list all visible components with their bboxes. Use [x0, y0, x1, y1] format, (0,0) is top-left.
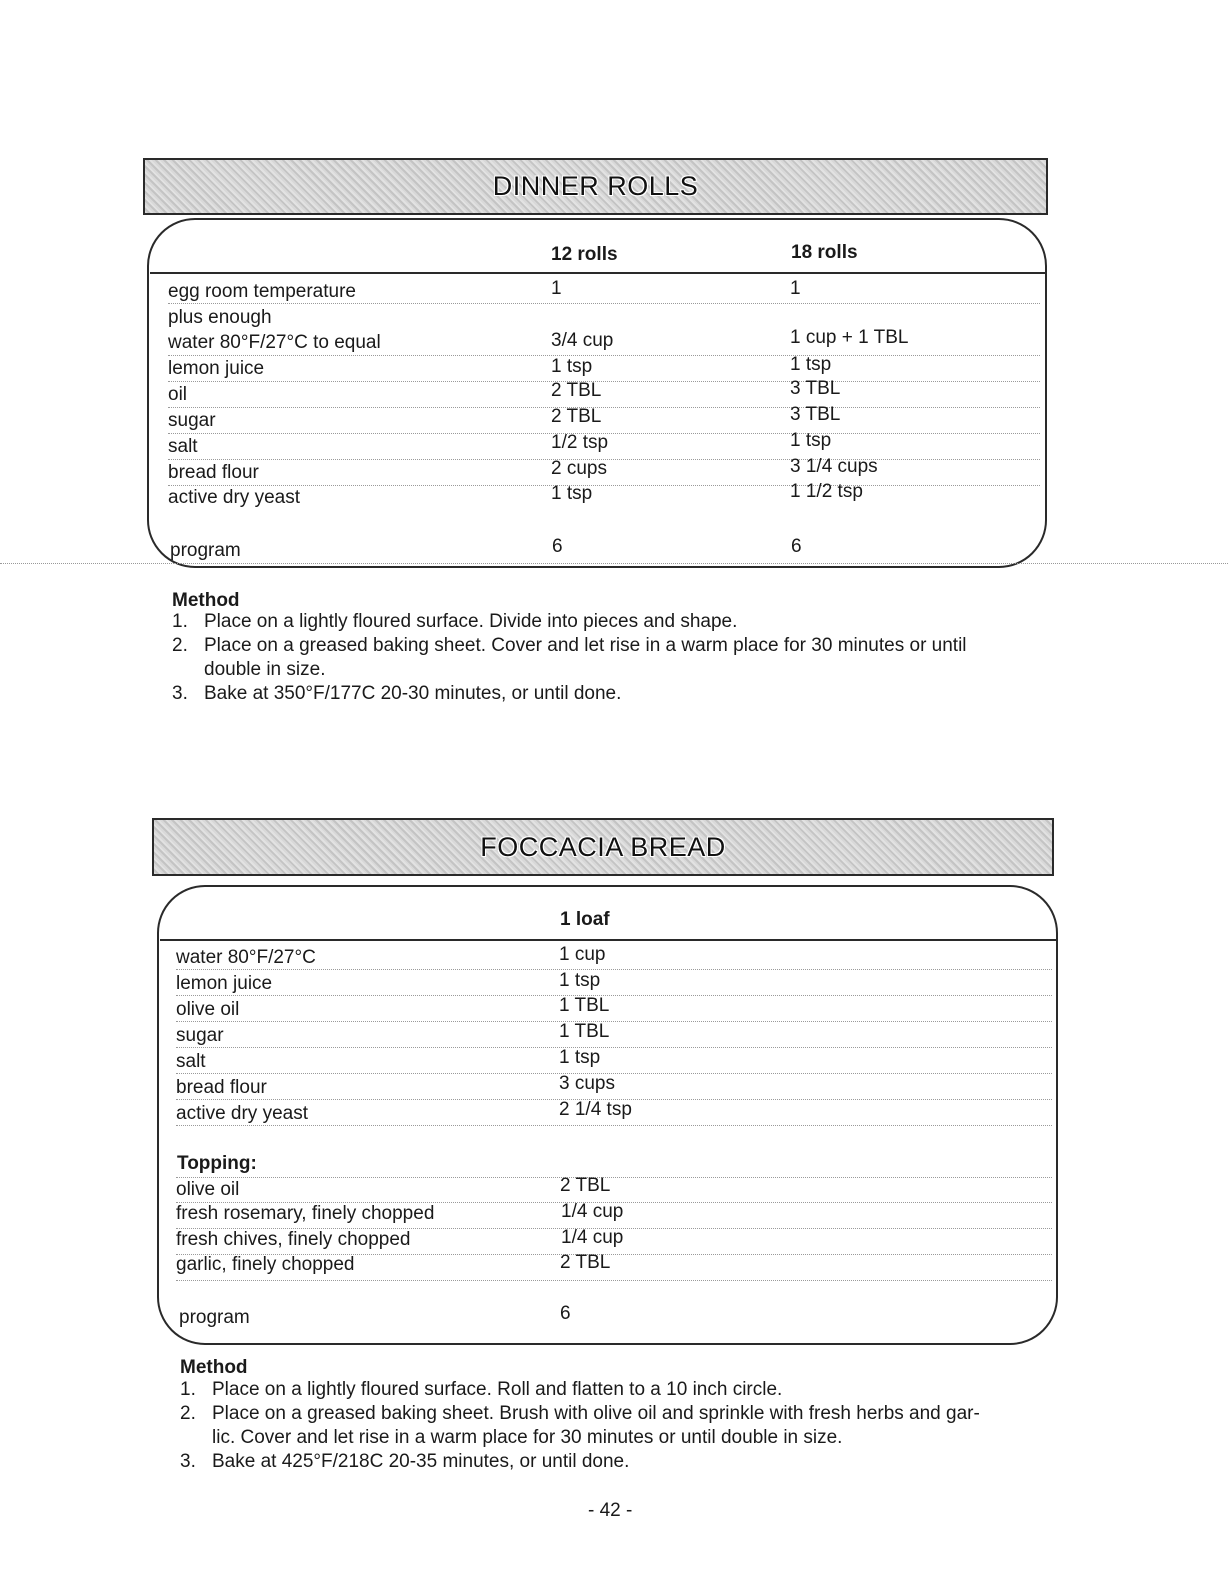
topping-label: olive oil [176, 1179, 240, 1200]
table-row [168, 278, 1040, 304]
step-number: 3. [180, 1451, 196, 1472]
step-text-continued: double in size. [204, 659, 326, 680]
column-header-18-rolls: 18 rolls [791, 242, 858, 263]
table-row [168, 404, 1040, 434]
table-row [176, 1022, 1052, 1048]
amount-18: 1 tsp [790, 354, 832, 375]
foccacia-header-separator [160, 939, 1056, 941]
table-row [176, 1074, 1052, 1100]
table-row [168, 305, 1040, 330]
dinner-method-step [172, 634, 1072, 682]
table-row [176, 1100, 1052, 1126]
step-number: 2. [180, 1403, 196, 1424]
column-header-1-loaf: 1 loaf [560, 909, 610, 930]
table-row [168, 356, 1040, 382]
topping-amount: 2 TBL [560, 1252, 611, 1273]
foccacia-method-step [180, 1450, 1080, 1474]
topping-label: fresh rosemary, finely chopped [176, 1203, 435, 1224]
foccacia-title: FOCCACIA BREAD [480, 831, 726, 862]
page-rule [0, 563, 1228, 564]
dinner-method-step [172, 682, 1072, 706]
topping-amount: 2 TBL [560, 1175, 611, 1196]
amount-1-loaf: 1 TBL [559, 995, 610, 1016]
ingredient-label: active dry yeast [176, 1103, 308, 1124]
foccacia-banner [152, 818, 1054, 876]
program-12: 6 [552, 536, 563, 557]
program-1-loaf: 6 [560, 1303, 571, 1324]
step-text: Place on a greased baking sheet. Cover and let rise in a warm place for 30 minutes or until [204, 635, 967, 656]
program-label: program [179, 1307, 250, 1328]
amount-18: 1 1/2 tsp [790, 481, 863, 502]
amount-18: 3 TBL [790, 378, 841, 399]
amount-1-loaf: 2 1/4 tsp [559, 1099, 632, 1120]
amount-12: 1 tsp [551, 483, 593, 504]
table-row [168, 378, 1040, 408]
step-text: Bake at 350°F/177C 20-30 minutes, or until done. [204, 683, 622, 704]
page-number: - 42 - [588, 1500, 633, 1521]
step-number: 1. [180, 1379, 196, 1400]
ingredient-label: bread flour [168, 462, 259, 483]
dinner-method-title: Method [172, 590, 240, 611]
amount-12: 1/2 tsp [551, 432, 609, 453]
amount-1-loaf: 1 tsp [559, 1047, 601, 1068]
ingredient-label: water 80°F/27°C [176, 947, 316, 968]
step-number: 3. [172, 683, 188, 704]
amount-18: 1 [790, 278, 801, 299]
topping-title: Topping: [177, 1153, 257, 1174]
amount-18: 3 1/4 cups [790, 456, 878, 477]
ingredient-label: lemon juice [176, 973, 273, 994]
step-text: Place on a lightly floured surface. Divide into pieces and shape. [204, 611, 738, 632]
dinner-rolls-title: DINNER ROLLS [492, 171, 699, 201]
step-number: 1. [172, 611, 188, 632]
amount-12: 2 TBL [551, 406, 602, 427]
topping-amount: 1/4 cup [561, 1227, 624, 1248]
foccacia-method-step [180, 1378, 1080, 1402]
table-row [176, 1177, 1052, 1203]
foccacia-ingredient-table [176, 944, 1052, 1334]
ingredient-label: salt [168, 436, 198, 457]
topping-heading-row [176, 1152, 1052, 1178]
ingredient-label: water 80°F/27°C to equal [168, 332, 381, 353]
table-row [176, 970, 1052, 996]
step-number: 2. [172, 635, 188, 656]
table-row [176, 1252, 1052, 1281]
table-row [168, 430, 1040, 460]
program-row [176, 1304, 1052, 1329]
amount-12: 1 [551, 278, 562, 299]
table-row [176, 996, 1052, 1022]
step-text: Place on a lightly floured surface. Roll and flatten to a 10 inch circle. [212, 1379, 783, 1400]
ingredient-label: oil [168, 384, 188, 405]
ingredient-label: sugar [168, 410, 216, 431]
topping-label: garlic, finely chopped [176, 1254, 355, 1275]
ingredient-label: lemon juice [168, 358, 265, 379]
program-row [168, 536, 1040, 561]
table-row [168, 456, 1040, 486]
table-row [168, 327, 1040, 356]
step-text: Place on a greased baking sheet. Brush with olive oil and sprinkle with fresh herbs and gar- [212, 1403, 980, 1424]
table-row [176, 1203, 1052, 1229]
ingredient-label: active dry yeast [168, 487, 300, 508]
topping-amount: 1/4 cup [561, 1201, 624, 1222]
column-header-12-rolls: 12 rolls [551, 244, 618, 265]
step-text-continued: lic. Cover and let rise in a warm place for 30 minutes or until double in size. [212, 1427, 843, 1448]
ingredient-label: plus enough [168, 307, 272, 328]
foccacia-method-title: Method [180, 1357, 248, 1378]
table-row [168, 481, 1040, 511]
ingredient-label: salt [176, 1051, 206, 1072]
amount-18: 3 TBL [790, 404, 841, 425]
amount-1-loaf: 3 cups [559, 1073, 615, 1094]
ingredient-label: sugar [176, 1025, 224, 1046]
table-row [176, 944, 1052, 970]
ingredient-label: egg room temperature [168, 281, 356, 302]
amount-18: 1 tsp [790, 430, 832, 451]
dinner-header-separator [150, 272, 1045, 274]
table-row [176, 1048, 1052, 1074]
dinner-ingredient-table [168, 278, 1040, 561]
amount-12: 3/4 cup [551, 330, 614, 351]
dinner-method-step [172, 610, 1072, 634]
amount-1-loaf: 1 tsp [559, 970, 601, 991]
step-text: Bake at 425°F/218C 20-35 minutes, or until done. [212, 1451, 630, 1472]
amount-1-loaf: 1 cup [559, 944, 606, 965]
topping-label: fresh chives, finely chopped [176, 1229, 411, 1250]
amount-18: 1 cup + 1 TBL [790, 327, 909, 348]
table-row [176, 1229, 1052, 1255]
program-18: 6 [791, 536, 802, 557]
foccacia-method-step [180, 1402, 1080, 1450]
amount-12: 2 cups [551, 458, 607, 479]
dinner-rolls-banner [143, 158, 1048, 215]
ingredient-label: bread flour [176, 1077, 267, 1098]
program-label: program [170, 540, 241, 561]
ingredient-label: olive oil [176, 999, 240, 1020]
amount-12: 1 tsp [551, 356, 593, 377]
amount-12: 2 TBL [551, 380, 602, 401]
amount-1-loaf: 1 TBL [559, 1021, 610, 1042]
